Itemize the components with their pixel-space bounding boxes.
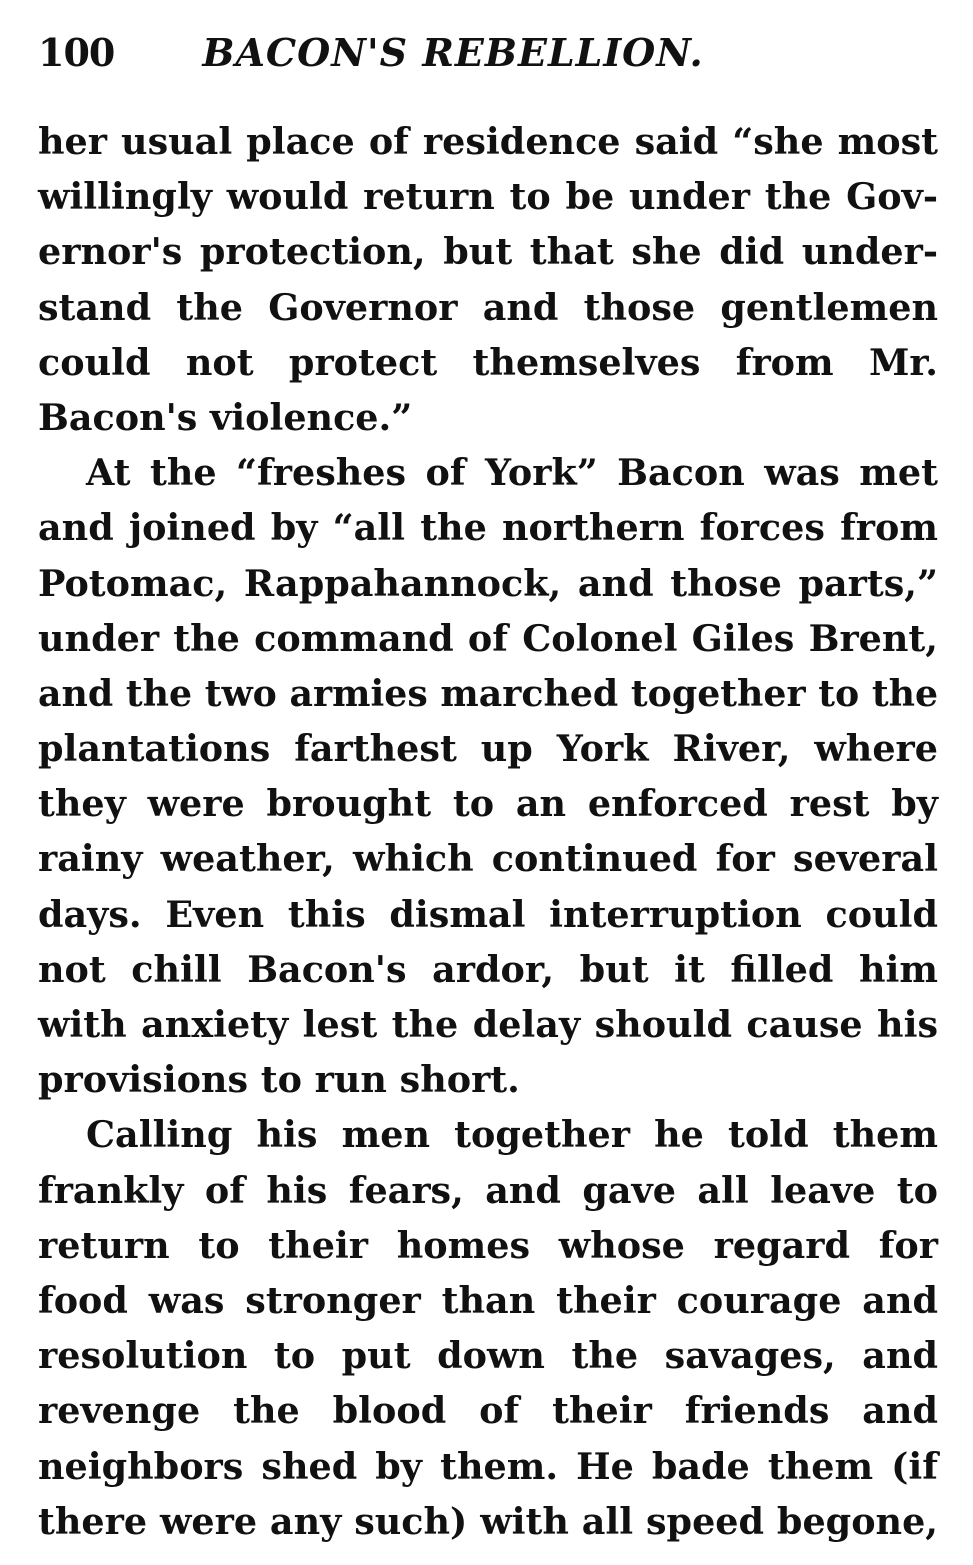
text-line: her usual place of residence said “she most <box>38 120 938 163</box>
text-line: Potomac, Rappahannock, and those parts,” <box>38 561 938 605</box>
text-line: return to their homes whose regard for <box>38 1223 938 1267</box>
text-line: rainy weather, which continued for several <box>38 837 938 881</box>
text-line: and the two armies marched together to the <box>38 671 939 715</box>
paragraph-3 <box>38 1107 938 1549</box>
body-text <box>38 114 938 1549</box>
text-line: resolution to put down the savages, and <box>38 1334 938 1378</box>
text-line: plantations farthest up York River, where <box>38 727 938 771</box>
text-line: days. Even this dismal interruption could <box>38 892 938 936</box>
text-line: could not protect themselves from Mr. <box>38 340 938 384</box>
text-line: stand the Governor and those gentlemen <box>38 285 938 329</box>
running-head <box>38 30 938 94</box>
text-line: under the command of Colonel Giles Brent, <box>38 616 938 660</box>
text-line: neighbors shed by them. He bade them (if <box>38 1444 938 1488</box>
text-line: not chill Bacon's ardor, but it filled him <box>38 947 938 991</box>
text-line: ernor's protection, but that she did under- <box>38 230 938 274</box>
text-line: frankly of his fears, and gave all leave to <box>38 1168 938 1212</box>
text-line: Calling his men together he told them <box>86 1113 938 1157</box>
page-number: 100 <box>38 30 115 75</box>
text-line: provisions to run short. <box>38 1058 520 1102</box>
text-line: there were any such) with all speed begone, <box>38 1499 938 1543</box>
text-line: food was stronger than their courage and <box>38 1278 938 1322</box>
running-title: BACON'S REBELLION. <box>202 30 704 75</box>
text-line: Bacon's violence.” <box>38 395 413 439</box>
text-line: willingly would return to be under the Gov- <box>38 175 938 219</box>
book-page <box>38 30 938 1549</box>
paragraph-2 <box>38 445 938 1107</box>
text-line: with anxiety lest the delay should cause his <box>38 1003 938 1046</box>
text-line: and joined by “all the northern forces from <box>38 506 938 550</box>
text-line: revenge the blood of their friends and <box>38 1389 938 1433</box>
text-line: they were brought to an enforced rest by <box>38 782 938 826</box>
text-line: At the “freshes of York” Bacon was met <box>86 451 938 495</box>
paragraph-1 <box>38 114 938 445</box>
